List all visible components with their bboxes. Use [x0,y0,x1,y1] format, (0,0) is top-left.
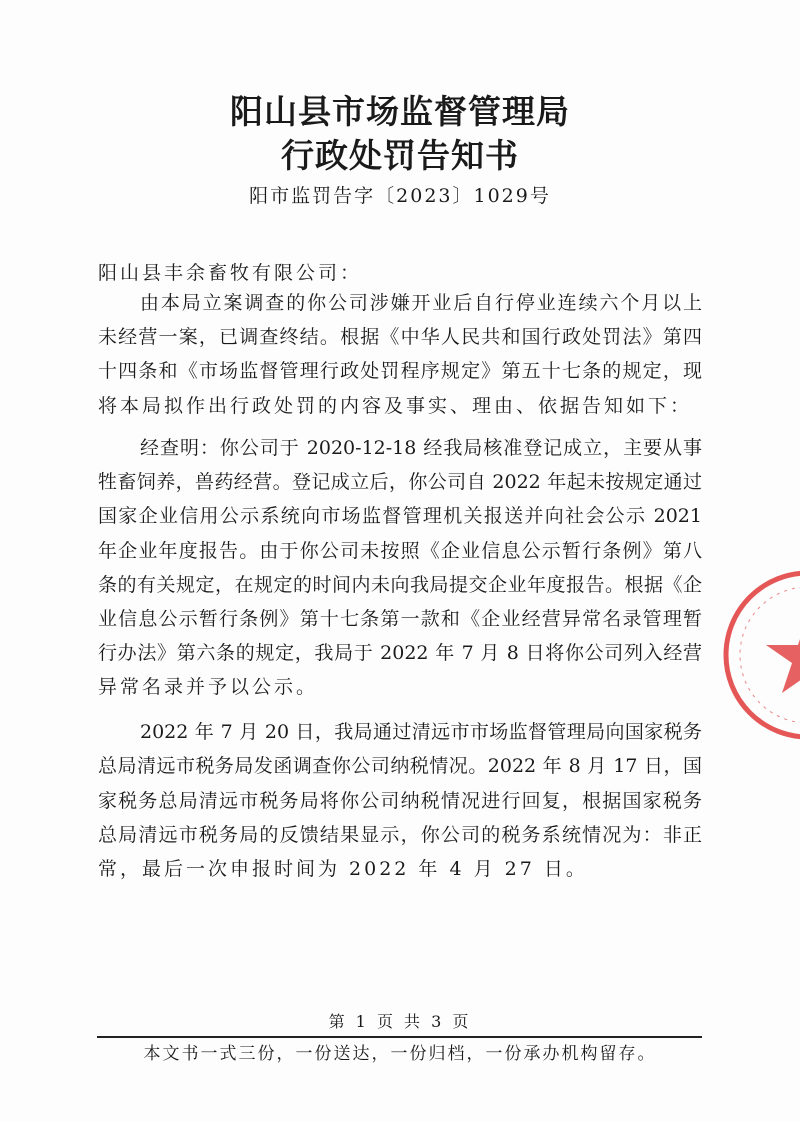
page-number: 第 1 页 共 3 页 [328,1012,472,1031]
body-line: 总局清远市税务局发函调查你公司纳税情况。2022 年 8 月 17 日，国 [98,755,702,777]
body-line: 经查明：你公司于 2020-12-18 经我局核准登记成立，主要从事 [140,437,702,459]
body-line: 条的有关规定，在规定的时间内未向我局提交企业年度报告。根据《企 [98,574,702,596]
footer-divider [97,1036,702,1038]
body-line: 牲畜饲养，兽药经营。登记成立后，你公司自 2022 年起未按规定通过 [98,471,702,493]
body-line: 将本局拟作出行政处罚的内容及事实、理由、依据告知如下： [98,395,693,417]
body-line: 异常名录并予以公示。 [98,676,319,698]
body-line: 业信息公示暂行条例》第十七条第一款和《企业经营异常名录管理暂 [98,608,702,630]
title-line-1: 阳山县市场监督管理局 [230,92,570,131]
addressee: 阳山县丰余畜牧有限公司： [98,262,363,284]
body-line: 十四条和《市场监督管理行政处罚程序规定》第五十七条的规定，现 [98,360,702,382]
body-line: 家税务总局清远市税务局将你公司纳税情况进行回复，根据国家税务 [98,790,702,812]
body-line: 由本局立案调查的你公司涉嫌开业后自行停业连续六个月以上 [140,292,702,314]
body-line: 年企业年度报告。由于你公司未按照《企业信息公示暂行条例》第八 [98,540,702,562]
footer-note: 本文书一式三份，一份送达，一份归档，一份承办机构留存。 [143,1044,657,1064]
title-line-2: 行政处罚告知书 [281,136,519,175]
official-seal-icon [712,560,800,750]
body-line: 总局清远市税务局的反馈结果显示，你公司的税务系统情况为：非正 [98,824,702,846]
body-line: 行办法》第六条的规定，我局于 2022 年 7 月 8 日将你公司列入经营 [98,642,702,664]
body-line: 常，最后一次申报时间为 2022 年 4 月 27 日。 [98,858,588,880]
body-line: 未经营一案，已调查终结。根据《中华人民共和国行政处罚法》第四 [98,326,702,348]
document-number: 阳市监罚告字〔2023〕1029号 [249,185,551,207]
body-line: 国家企业信用公示系统向市场监督管理机关报送并向社会公示 2021 [98,505,702,527]
body-line: 2022 年 7 月 20 日，我局通过清远市市场监督管理局向国家税务 [140,721,702,743]
